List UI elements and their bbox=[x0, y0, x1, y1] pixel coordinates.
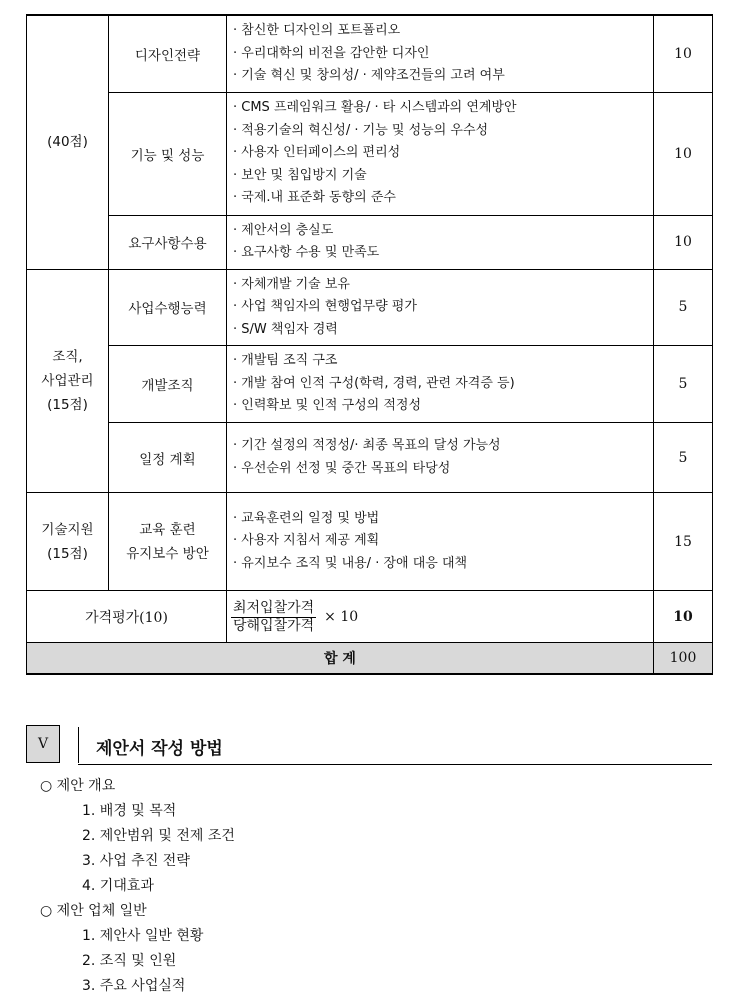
table-row bbox=[27, 493, 713, 591]
score-cell: 15 bbox=[654, 493, 713, 591]
section-divider bbox=[78, 727, 79, 763]
price-score: 10 bbox=[654, 591, 713, 643]
criteria-line: · 사용자 지침서 제공 계획 bbox=[233, 533, 380, 549]
criteria-cell bbox=[227, 493, 654, 591]
criteria-line: · S/W 책임자 경력 bbox=[233, 321, 338, 337]
criteria-line: · 개발 참여 인적 구성(학력, 경력, 관련 자격증 등) bbox=[233, 375, 515, 391]
criteria-cell bbox=[227, 346, 654, 423]
table-row bbox=[27, 269, 713, 346]
criteria-line: · 유지보수 조직 및 내용/ · 장애 대응 대책 bbox=[233, 555, 468, 571]
criteria-cell bbox=[227, 92, 654, 215]
outline-item: 3. 주요 사업실적 bbox=[82, 978, 186, 994]
category-cell: 조직, 사업관리 (15점) bbox=[27, 269, 109, 493]
criteria-cell bbox=[227, 269, 654, 346]
item-name-cell: 사업수행능력 bbox=[109, 269, 227, 346]
criteria-line: · 교육훈련의 일정 및 방법 bbox=[233, 510, 380, 526]
table-row bbox=[27, 346, 713, 423]
evaluation-table bbox=[26, 14, 713, 675]
criteria-line: · 우리대학의 비전을 감안한 디자인 bbox=[233, 45, 430, 61]
fraction-denominator: 당해입찰가격 bbox=[233, 618, 315, 634]
score-cell: 10 bbox=[654, 215, 713, 269]
criteria-line: · 적용기술의 혁신성/ · 기능 및 성능의 우수성 bbox=[233, 122, 489, 138]
item-name-cell: 요구사항수용 bbox=[109, 215, 227, 269]
outline-heading: ○ 제안 업체 일반 bbox=[40, 903, 147, 919]
price-label: 가격평가(10) bbox=[27, 591, 227, 643]
criteria-line: · 사업 책임자의 현행업무량 평가 bbox=[233, 299, 417, 314]
section-underline bbox=[78, 764, 712, 765]
item-name-cell: 일정 계획 bbox=[109, 423, 227, 493]
criteria-cell bbox=[227, 423, 654, 493]
total-label: 합 계 bbox=[27, 643, 654, 674]
outline-item: 2. 조직 및 인원 bbox=[82, 953, 177, 969]
total-score: 100 bbox=[654, 643, 713, 674]
criteria-line: · 인력확보 및 인적 구성의 적정성 bbox=[233, 398, 422, 414]
table-row bbox=[27, 15, 713, 92]
item-name-cell: 개발조직 bbox=[109, 346, 227, 423]
criteria-cell bbox=[227, 215, 654, 269]
table-row bbox=[27, 92, 713, 215]
price-fraction bbox=[231, 600, 358, 635]
criteria-line: · 사용자 인터페이스의 편리성 bbox=[233, 145, 401, 161]
score-cell: 5 bbox=[654, 269, 713, 346]
criteria-line: · 기술 혁신 및 창의성/ · 제약조건들의 고려 여부 bbox=[233, 68, 505, 83]
fraction-multiplier: × 10 bbox=[324, 609, 359, 626]
criteria-line: · CMS 프레임워크 활용/ · 타 시스템과의 연계방안 bbox=[233, 100, 517, 116]
criteria-line: · 개발팀 조직 구조 bbox=[233, 353, 338, 369]
section-header bbox=[26, 725, 712, 767]
outline-item: 1. 제안사 일반 현황 bbox=[82, 928, 204, 944]
item-name-cell: 교육 훈련 유지보수 방안 bbox=[109, 493, 227, 591]
table-row bbox=[27, 423, 713, 493]
outline-heading: ○ 제안 개요 bbox=[40, 778, 116, 794]
fraction-numerator: 최저입찰가격 bbox=[233, 600, 315, 616]
outline-item: 2. 제안범위 및 전제 조건 bbox=[82, 828, 235, 844]
price-row bbox=[27, 591, 713, 643]
outline-item: 4. 기대효과 bbox=[82, 878, 154, 894]
score-cell: 10 bbox=[654, 15, 713, 92]
outline-item: 3. 사업 추진 전략 bbox=[82, 853, 190, 869]
score-cell: 5 bbox=[654, 423, 713, 493]
score-cell: 5 bbox=[654, 346, 713, 423]
criteria-line: · 보안 및 침입방지 기술 bbox=[233, 167, 367, 183]
section-title: 제안서 작성 방법 bbox=[96, 739, 223, 759]
criteria-cell bbox=[227, 15, 654, 92]
total-row bbox=[27, 643, 713, 674]
category-cell: (40점) bbox=[27, 15, 109, 269]
item-name-cell: 기능 및 성능 bbox=[109, 92, 227, 215]
category-cell: 기술지원 (15점) bbox=[27, 493, 109, 591]
criteria-line: · 참신한 디자인의 포트폴리오 bbox=[233, 23, 401, 38]
outline-list bbox=[40, 774, 235, 999]
criteria-line: · 우선순위 선정 및 중간 목표의 타당성 bbox=[233, 460, 451, 476]
criteria-line: · 기간 설정의 적정성/· 최종 목표의 달성 가능성 bbox=[233, 438, 501, 453]
item-name-cell: 디자인전략 bbox=[109, 15, 227, 92]
criteria-line: · 국제.내 표준화 동향의 준수 bbox=[233, 190, 396, 206]
price-formula bbox=[227, 591, 654, 643]
criteria-line: · 요구사항 수용 및 만족도 bbox=[233, 245, 380, 260]
criteria-line: · 자체개발 기술 보유 bbox=[233, 276, 350, 292]
criteria-line: · 제안서의 충실도 bbox=[233, 222, 334, 238]
section-number: V bbox=[26, 725, 60, 763]
table-row bbox=[27, 215, 713, 269]
outline-item: 1. 배경 및 목적 bbox=[82, 803, 177, 819]
score-cell: 10 bbox=[654, 92, 713, 215]
